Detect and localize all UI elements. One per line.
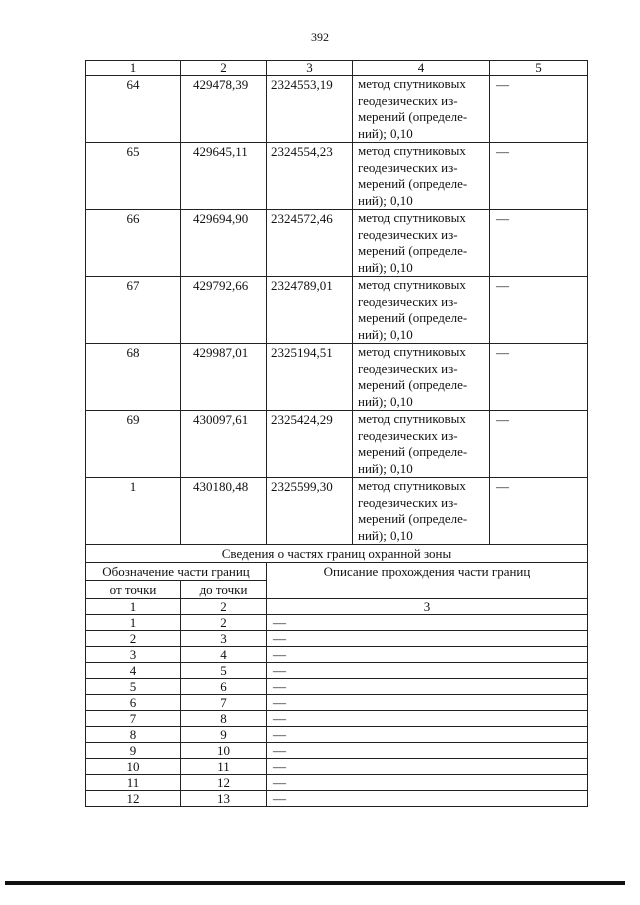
- point-row: [86, 143, 588, 210]
- coord-x: 430097,61: [181, 411, 267, 478]
- part-from: 5: [86, 679, 181, 695]
- part-description: —: [267, 615, 588, 631]
- header-row: [86, 61, 588, 76]
- part-description: —: [267, 679, 588, 695]
- method-line: геодезических из-: [358, 159, 458, 175]
- note-cell: —: [490, 411, 588, 478]
- part-from: 9: [86, 743, 181, 759]
- coord-y: 2325424,29: [267, 411, 353, 478]
- point-number: 1: [86, 478, 181, 545]
- part-description: —: [267, 759, 588, 775]
- part-from: 6: [86, 695, 181, 711]
- from-header: от точки: [86, 581, 181, 599]
- part-description: —: [267, 791, 588, 807]
- parts-numbering-row: [86, 599, 588, 615]
- designation-header: Обозначение части границ: [86, 563, 267, 581]
- part-row: [86, 615, 588, 631]
- note-cell: —: [490, 210, 588, 277]
- coord-y: 2324553,19: [267, 76, 353, 143]
- part-row: [86, 647, 588, 663]
- method-line: мерений (определе-: [358, 377, 468, 392]
- part-from: 2: [86, 631, 181, 647]
- part-description: —: [267, 743, 588, 759]
- header-cell: 1: [86, 61, 181, 76]
- coord-x: 429694,90: [181, 210, 267, 277]
- method-line: метод спутниковых: [358, 344, 466, 359]
- method-line: геодезических из-: [358, 92, 458, 108]
- note-cell: —: [490, 277, 588, 344]
- method-line: метод спутниковых: [358, 411, 466, 426]
- part-description: —: [267, 647, 588, 663]
- part-from: 1: [86, 615, 181, 631]
- method-line: геодезических из-: [358, 427, 458, 443]
- part-row: [86, 775, 588, 791]
- bottom-rule: [5, 881, 625, 885]
- method-line: ний); 0,10: [358, 527, 413, 543]
- part-row: [86, 791, 588, 807]
- method-line: метод спутниковых: [358, 76, 466, 91]
- header-cell: 2: [181, 61, 267, 76]
- part-description: —: [267, 727, 588, 743]
- description-header: Описание прохождения части границ: [267, 563, 588, 599]
- page-number: 392: [311, 30, 329, 44]
- point-number: 66: [86, 210, 181, 277]
- method-line: ний); 0,10: [358, 259, 413, 275]
- method-line: геодезических из-: [358, 360, 458, 376]
- part-to: 5: [181, 663, 267, 679]
- coord-x: 430180,48: [181, 478, 267, 545]
- part-description: —: [267, 663, 588, 679]
- method-line: ний); 0,10: [358, 460, 413, 476]
- point-row: [86, 411, 588, 478]
- method-cell: [353, 411, 490, 478]
- to-header: до точки: [181, 581, 267, 599]
- part-to: 7: [181, 695, 267, 711]
- part-from: 3: [86, 647, 181, 663]
- part-to: 12: [181, 775, 267, 791]
- method-line: ний); 0,10: [358, 326, 413, 342]
- part-row: [86, 695, 588, 711]
- point-row: [86, 478, 588, 545]
- point-number: 69: [86, 411, 181, 478]
- point-row: [86, 344, 588, 411]
- part-to: 6: [181, 679, 267, 695]
- point-number: 64: [86, 76, 181, 143]
- method-line: мерений (определе-: [358, 109, 468, 124]
- part-row: [86, 743, 588, 759]
- part-description: —: [267, 711, 588, 727]
- section-title-row: [86, 545, 588, 563]
- method-cell: [353, 478, 490, 545]
- part-from: 7: [86, 711, 181, 727]
- method-line: мерений (определе-: [358, 511, 468, 526]
- coord-y: 2324554,23: [267, 143, 353, 210]
- part-to: 3: [181, 631, 267, 647]
- part-to: 2: [181, 615, 267, 631]
- method-cell: [353, 344, 490, 411]
- method-line: геодезических из-: [358, 293, 458, 309]
- method-line: метод спутниковых: [358, 277, 466, 292]
- header-cell: 4: [353, 61, 490, 76]
- part-row: [86, 663, 588, 679]
- method-cell: [353, 143, 490, 210]
- header-cell: 3: [267, 61, 353, 76]
- method-line: мерений (определе-: [358, 310, 468, 325]
- part-row: [86, 631, 588, 647]
- point-row: [86, 76, 588, 143]
- point-number: 67: [86, 277, 181, 344]
- part-row: [86, 727, 588, 743]
- note-cell: —: [490, 344, 588, 411]
- part-from: 12: [86, 791, 181, 807]
- part-from: 8: [86, 727, 181, 743]
- point-row: [86, 277, 588, 344]
- part-to: 10: [181, 743, 267, 759]
- boundary-table: [85, 60, 588, 807]
- method-line: метод спутниковых: [358, 210, 466, 225]
- part-to: 4: [181, 647, 267, 663]
- part-row: [86, 679, 588, 695]
- coord-x: 429987,01: [181, 344, 267, 411]
- part-from: 11: [86, 775, 181, 791]
- note-cell: —: [490, 76, 588, 143]
- method-line: мерений (определе-: [358, 243, 468, 258]
- method-cell: [353, 210, 490, 277]
- method-line: ний); 0,10: [358, 125, 413, 141]
- coord-x: 429645,11: [181, 143, 267, 210]
- part-row: [86, 759, 588, 775]
- method-line: метод спутниковых: [358, 143, 466, 158]
- coord-x: 429478,39: [181, 76, 267, 143]
- col-number: 3: [267, 599, 588, 615]
- method-line: ний); 0,10: [358, 192, 413, 208]
- method-line: геодезических из-: [358, 494, 458, 510]
- note-cell: —: [490, 143, 588, 210]
- point-number: 68: [86, 344, 181, 411]
- coord-y: 2324789,01: [267, 277, 353, 344]
- note-cell: —: [490, 478, 588, 545]
- method-line: мерений (определе-: [358, 176, 468, 191]
- header-cell: 5: [490, 61, 588, 76]
- part-from: 10: [86, 759, 181, 775]
- method-line: геодезических из-: [358, 226, 458, 242]
- part-to: 9: [181, 727, 267, 743]
- part-description: —: [267, 695, 588, 711]
- part-description: —: [267, 631, 588, 647]
- parts-header-row: [86, 563, 588, 581]
- part-to: 8: [181, 711, 267, 727]
- coord-x: 429792,66: [181, 277, 267, 344]
- coord-y: 2325194,51: [267, 344, 353, 411]
- method-line: метод спутниковых: [358, 478, 466, 493]
- section-title: Сведения о частях границ охранной зоны: [86, 545, 588, 563]
- coord-y: 2324572,46: [267, 210, 353, 277]
- col-number: 1: [86, 599, 181, 615]
- part-description: —: [267, 775, 588, 791]
- col-number: 2: [181, 599, 267, 615]
- method-line: мерений (определе-: [358, 444, 468, 459]
- coord-y: 2325599,30: [267, 478, 353, 545]
- point-row: [86, 210, 588, 277]
- method-cell: [353, 277, 490, 344]
- point-number: 65: [86, 143, 181, 210]
- part-from: 4: [86, 663, 181, 679]
- method-line: ний); 0,10: [358, 393, 413, 409]
- part-row: [86, 711, 588, 727]
- method-cell: [353, 76, 490, 143]
- part-to: 13: [181, 791, 267, 807]
- part-to: 11: [181, 759, 267, 775]
